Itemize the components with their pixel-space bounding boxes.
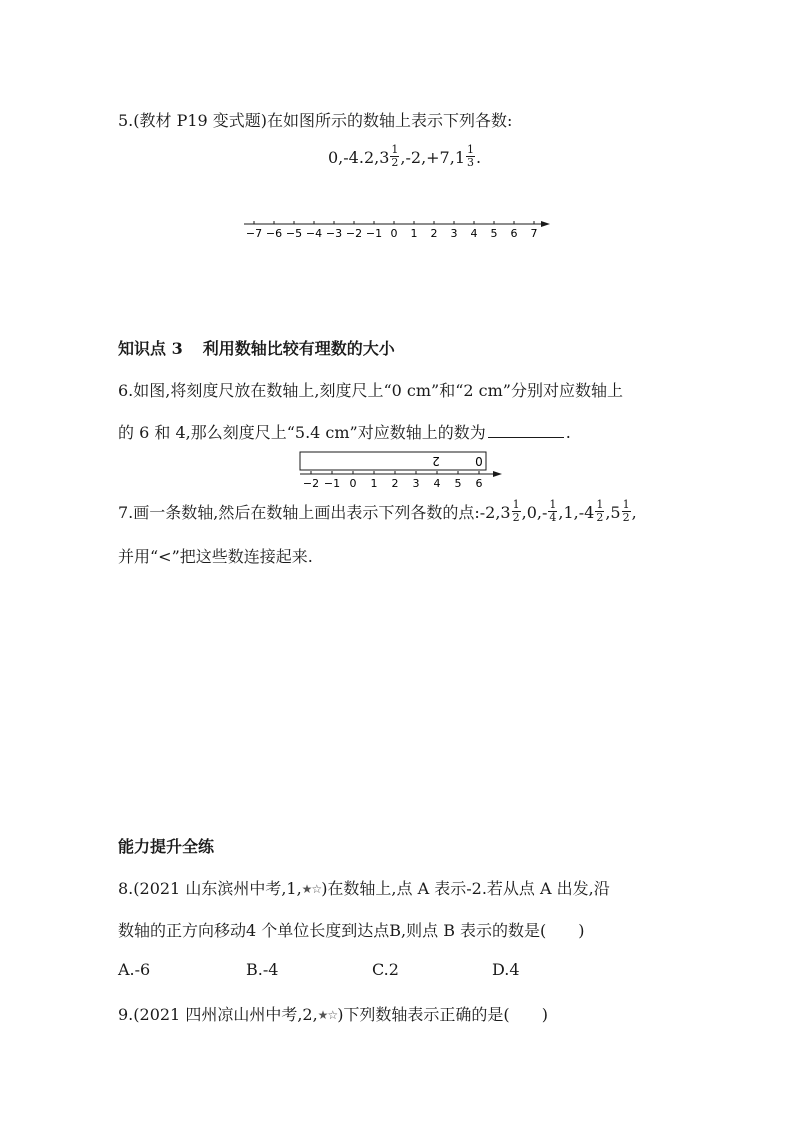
axis-tick-label: −1 [323, 477, 341, 490]
axis-tick-label: −5 [285, 227, 303, 240]
axis-arrow-icon [493, 471, 502, 477]
q7-fraction [512, 499, 521, 524]
q8-text: )在数轴上,点 A 表示-2.若从点 A 出发,沿 [321, 879, 610, 898]
q8-text: 8.(2021 山东滨州中考,1, [118, 879, 302, 898]
axis-arrow-icon [541, 221, 550, 227]
axis-tick-label: −1 [365, 227, 383, 240]
fraction-numerator: 1 [549, 498, 557, 511]
q9-text: 9.(2021 四州凉山州中考,2, [118, 1005, 318, 1024]
ruler-label-2: 2 [432, 454, 440, 468]
axis-tick-label: 5 [490, 227, 498, 240]
q7-part: ,5 [605, 503, 621, 522]
axis-tick-label: 3 [412, 477, 420, 490]
q9-text-end: ) [541, 1005, 548, 1024]
axis-tick-label: 0 [390, 227, 398, 240]
q5-formula-part: . [476, 148, 482, 167]
axis-tick-label: −7 [245, 227, 263, 240]
axis-tick-label: −6 [265, 227, 283, 240]
q5-fraction [390, 144, 399, 169]
q7-fraction [548, 499, 557, 524]
axis-tick-label: −2 [302, 477, 320, 490]
q7-line2: 并用“<”把这些数连接起来. [118, 547, 313, 566]
fraction-numerator: 1 [467, 143, 474, 156]
q5-formula [328, 143, 482, 171]
q5-formula-part: 0,-4.2,3 [328, 148, 390, 167]
ruler-label-0: 0 [475, 455, 483, 469]
fraction-denominator: 2 [622, 511, 630, 524]
fraction-denominator: 4 [549, 511, 557, 524]
fraction-denominator: 2 [512, 511, 520, 524]
fraction-numerator: 1 [622, 498, 630, 511]
axis-tick-label: 4 [433, 477, 441, 490]
q5-number-line [236, 214, 556, 244]
q7-part: 7.画一条数轴,然后在数轴上画出表示下列各数的点:-2,3 [118, 503, 511, 522]
axis-tick-label: 6 [475, 477, 483, 490]
q8-option-c: C.2 [372, 960, 399, 979]
q8-line2 [118, 918, 585, 941]
fraction-denominator: 2 [391, 156, 399, 169]
axis-tick-label: 6 [510, 227, 518, 240]
fraction-numerator: 1 [512, 498, 520, 511]
axis-tick-label: 5 [454, 477, 462, 490]
fraction-numerator: 1 [596, 498, 604, 511]
q9-text: )下列数轴表示正确的是( [337, 1005, 510, 1024]
q8-line1 [118, 876, 610, 899]
q8-text: 数轴的正方向移动4 个单位长度到达点B,则点 B 表示的数是( [118, 921, 547, 940]
q5-text: 5.(教材 P19 变式题)在如图所示的数轴上表示下列各数: [118, 111, 513, 130]
ruler [300, 452, 486, 470]
axis-tick-label: 3 [450, 227, 458, 240]
axis-tick-label: 1 [370, 477, 378, 490]
axis-tick-label: −2 [345, 227, 363, 240]
q6-ruler-figure [290, 450, 510, 496]
q8-text-end: ) [578, 921, 585, 940]
axis-tick-label: 2 [430, 227, 438, 240]
axis-tick-label: 4 [470, 227, 478, 240]
fraction-numerator: 1 [391, 143, 399, 156]
difficulty-star-icon: ★☆ [301, 882, 322, 896]
section-heading [118, 336, 395, 359]
difficulty-star-icon: ★☆ [317, 1008, 338, 1022]
fraction-denominator: 3 [467, 156, 474, 169]
section-title: 利用数轴比较有理数的大小 [202, 339, 395, 358]
q7-fraction [622, 499, 631, 524]
answer-blank[interactable] [488, 437, 564, 438]
section-number: 知识点 3 [118, 339, 183, 358]
axis-tick-label: −4 [305, 227, 323, 240]
q8-option-b: B.-4 [246, 960, 279, 979]
q5-fraction [466, 144, 475, 169]
q7-line1 [118, 500, 637, 526]
q6-text: 的 6 和 4,那么刻度尺上“5.4 cm”对应数轴上的数为 [118, 423, 486, 442]
q6-line2 [118, 420, 571, 443]
q7-part: ,0,- [521, 503, 548, 522]
q7-fraction [595, 499, 604, 524]
q6-line1: 6.如图,将刻度尺放在数轴上,刻度尺上“0 cm”和“2 cm”分别对应数轴上 [118, 381, 623, 400]
q8-option-d: D.4 [492, 960, 520, 979]
q7-part: ,1,-4 [558, 503, 595, 522]
q8-option-a: A.-6 [118, 960, 151, 979]
fraction-denominator: 2 [596, 511, 604, 524]
axis-tick-label: 7 [530, 227, 538, 240]
axis-tick-label: 0 [349, 477, 357, 490]
axis-tick-label: 2 [391, 477, 399, 490]
q9-line [118, 1002, 548, 1025]
axis-tick-label: 1 [410, 227, 418, 240]
q5-formula-part: ,-2,+7,1 [400, 148, 465, 167]
q6-text-end: . [565, 423, 571, 442]
q7-part: , [631, 503, 637, 522]
axis-tick-label: −3 [325, 227, 343, 240]
section-title-ability: 能力提升全练 [118, 837, 215, 856]
